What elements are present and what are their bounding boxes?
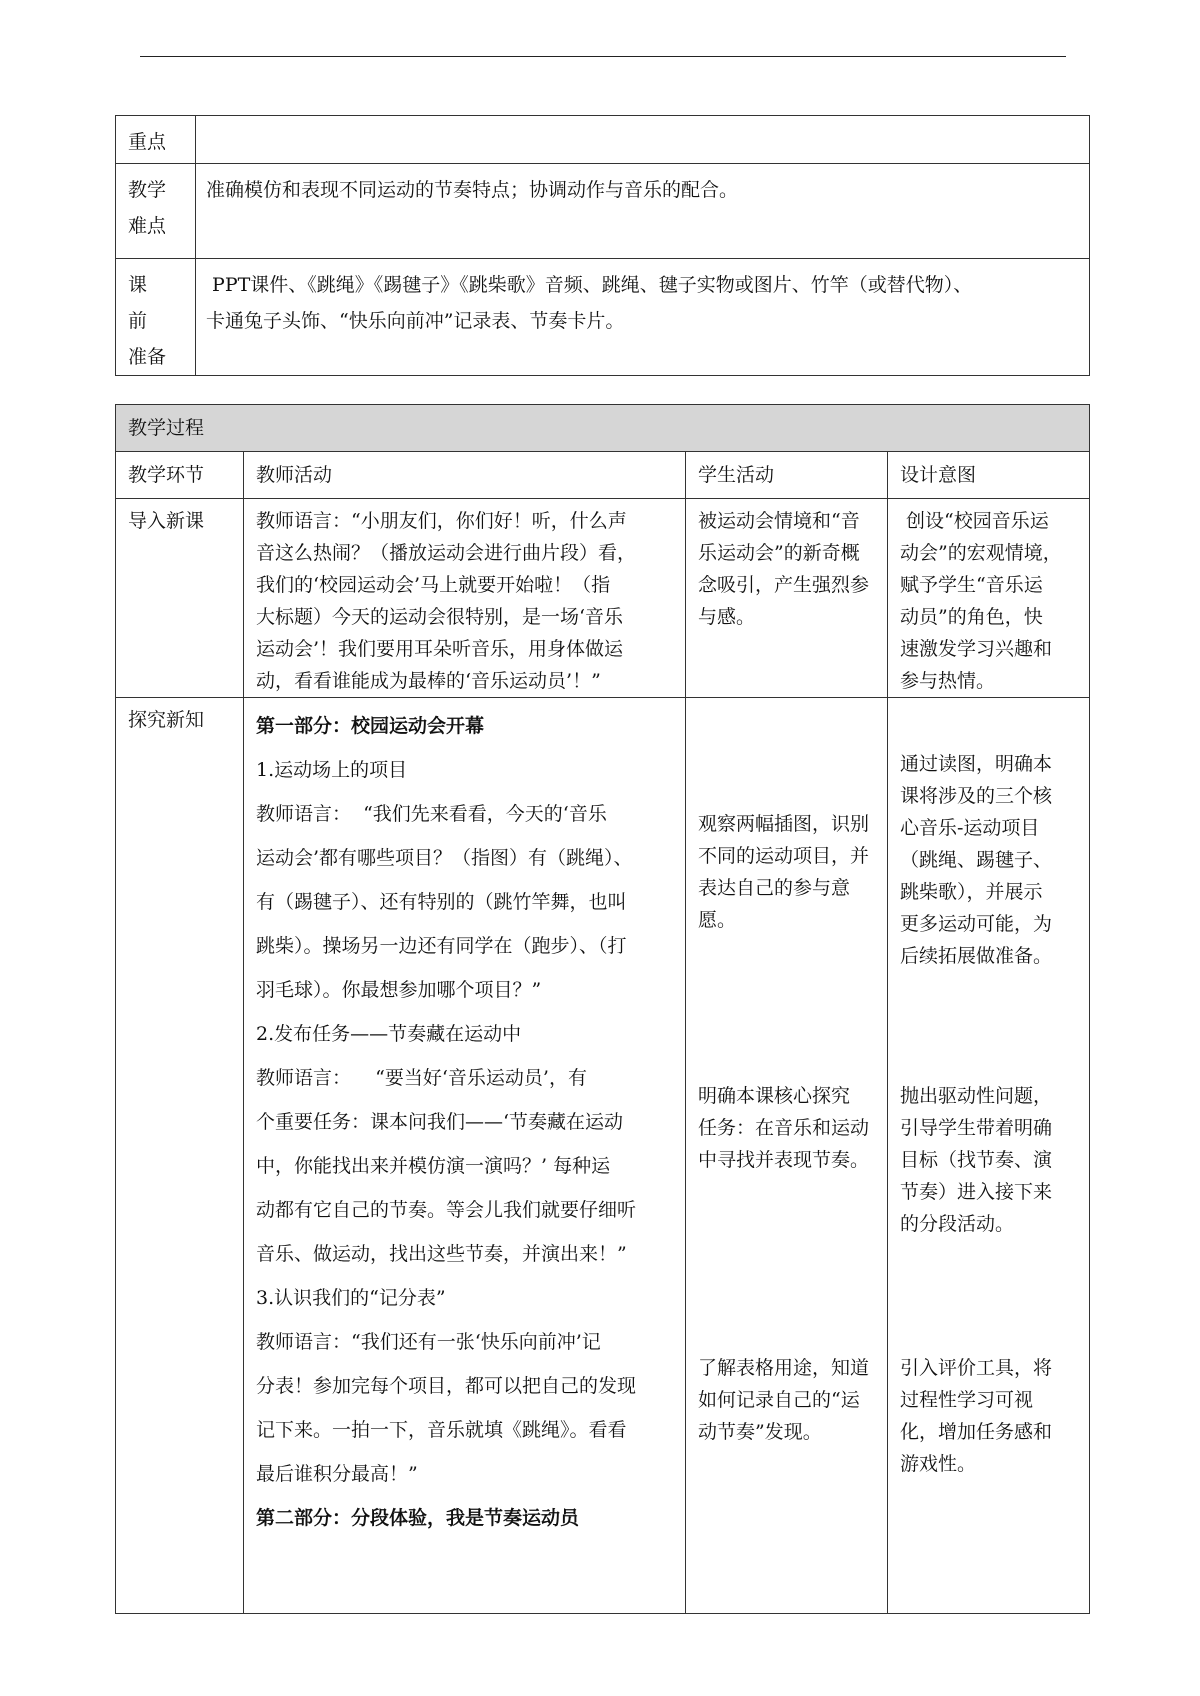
difficulty-label-line: 教学 <box>128 179 167 201</box>
item-heading: 1.运动场上的项目 <box>256 759 408 781</box>
text-line: 引导学生带着明确 <box>900 1117 1053 1139</box>
text-line: （跳绳、踢毽子、 <box>900 849 1053 871</box>
prep-row <box>116 259 1090 376</box>
text-line: 愿。 <box>698 909 737 931</box>
header-stage: 教学环节 <box>116 452 244 499</box>
prep-label-line: 准备 <box>128 346 167 368</box>
text-line: 目标（找节奏、演 <box>900 1149 1053 1171</box>
explore-stage: 探究新知 <box>116 698 244 1614</box>
text-line: 游戏性。 <box>900 1453 977 1475</box>
difficulty-content: 准确模仿和表现不同运动的节奏特点；协调动作与音乐的配合。 <box>196 164 1090 259</box>
text-line: 不同的运动项目，并 <box>698 845 870 867</box>
text-line: 大标题）今天的运动会很特别，是一场‘音乐 <box>256 606 624 628</box>
text-line: 动都有它自己的节奏。等会儿我们就要仔细听 <box>256 1199 637 1221</box>
focus-row <box>116 116 1090 164</box>
intro-row <box>116 499 1090 698</box>
lesson-info-table <box>115 115 1090 376</box>
text-line: 运动会’都有哪些项目？（指图）有（跳绳）、 <box>256 847 633 869</box>
text-line: 念吸引，产生强烈参 <box>698 574 870 596</box>
intro-teacher-activity <box>244 499 686 698</box>
text-line: 化，增加任务感和 <box>900 1421 1053 1443</box>
text-line: 运动会’！我们要用耳朵听音乐，用身体做运 <box>256 638 624 660</box>
text-line: 过程性学习可视 <box>900 1389 1034 1411</box>
text-line: 动，看看谁能成为最棒的‘音乐运动员’！” <box>256 670 601 692</box>
explore-teacher-activity <box>244 698 686 1614</box>
intro-design-intent <box>888 499 1090 698</box>
text-line: 记下来。一拍一下，音乐就填《跳绳》。看看 <box>256 1419 627 1441</box>
explore-design-intent <box>888 698 1090 1614</box>
text-line: 音这么热闹？（播放运动会进行曲片段）看， <box>256 542 637 564</box>
text-line: 后续拓展做准备。 <box>900 945 1053 967</box>
section-header-row <box>116 405 1090 452</box>
text-line: 跳柴歌），并展示 <box>900 881 1043 903</box>
text-line: 我们的‘校园运动会’马上就要开始啦！（指 <box>256 574 611 596</box>
text-line: 如何记录自己的“运 <box>698 1389 860 1411</box>
intro-stage: 导入新课 <box>116 499 244 698</box>
student-block-2 <box>698 1080 869 1176</box>
text-line: 最后谁积分最高！” <box>256 1463 418 1485</box>
text-line: 教师语言：“小朋友们，你们好！听，什么声 <box>256 510 627 532</box>
text-line: 教师语言： “要当好‘音乐运动员’，有 <box>256 1067 587 1089</box>
text-line: 教师语言： “我们先来看看，今天的‘音乐 <box>256 803 607 825</box>
item-heading: 3.认识我们的“记分表” <box>256 1287 446 1309</box>
part-heading: 第二部分：分段体验，我是节奏运动员 <box>256 1507 580 1529</box>
text-line: 中寻找并表现节奏。 <box>698 1149 870 1171</box>
text-line: 观察两幅插图，识别 <box>698 813 870 835</box>
text-line: 明确本课核心探究 <box>698 1085 851 1107</box>
teaching-process-table <box>115 404 1090 1614</box>
text-line: 表达自己的参与意 <box>698 877 851 899</box>
prep-line: 卡通兔子头饰、“快乐向前冲”记录表、节奏卡片。 <box>206 310 625 332</box>
text-line: 被运动会情境和“音 <box>698 510 860 532</box>
text-line: 心音乐-运动项目 <box>900 817 1040 839</box>
text-line: 的分段活动。 <box>900 1213 1015 1235</box>
text-line: 个重要任务：课本问我们——‘节奏藏在运动 <box>256 1111 624 1133</box>
text-line: 分表！参加完每个项目，都可以把自己的发现 <box>256 1375 637 1397</box>
text-line: 创设“校园音乐运 <box>900 510 1049 532</box>
header-intent: 设计意图 <box>888 452 1090 499</box>
text-line: 了解表格用途，知道 <box>698 1357 870 1379</box>
text-line: 乐运动会”的新奇概 <box>698 542 860 564</box>
intent-block-3 <box>900 1352 1052 1480</box>
part-heading: 第一部分：校园运动会开幕 <box>256 715 485 737</box>
text-line: 与感。 <box>698 606 756 628</box>
prep-line: PPT课件、《跳绳》《踢毽子》《跳柴歌》音频、跳绳、毽子实物或图片、竹竿（或替代物）、 <box>206 274 973 296</box>
header-teacher: 教师活动 <box>244 452 686 499</box>
item-heading: 2.发布任务——节奏藏在运动中 <box>256 1023 522 1045</box>
text-line: 中，你能找出来并模仿演一演吗？’ 每种运 <box>256 1155 611 1177</box>
explore-student-activity <box>686 698 888 1614</box>
text-line: 任务：在音乐和运动 <box>698 1117 870 1139</box>
text-line: 教师语言：“我们还有一张‘快乐向前冲’记 <box>256 1331 601 1353</box>
student-block-3 <box>698 1352 869 1448</box>
intro-student-activity <box>686 499 888 698</box>
explore-row <box>116 698 1090 1614</box>
difficulty-row <box>116 164 1090 259</box>
text-line: 更多运动可能，为 <box>900 913 1053 935</box>
focus-label: 重点 <box>116 116 196 164</box>
section-title: 教学过程 <box>116 405 1090 452</box>
text-line: 课将涉及的三个核 <box>900 785 1053 807</box>
text-line: 音乐、做运动，找出这些节奏，并演出来！” <box>256 1243 627 1265</box>
intent-block-1 <box>900 748 1052 972</box>
text-line: 赋予学生“音乐运 <box>900 574 1043 596</box>
header-student: 学生活动 <box>686 452 888 499</box>
text-line: 有（踢毽子）、还有特别的（跳竹竿舞，也叫 <box>256 891 627 913</box>
prep-label <box>116 259 196 376</box>
difficulty-label <box>116 164 196 259</box>
text-line: 速激发学习兴趣和 <box>900 638 1053 660</box>
prep-content <box>196 259 1090 376</box>
text-line: 节奏）进入接下来 <box>900 1181 1053 1203</box>
difficulty-label-line: 难点 <box>128 215 167 237</box>
text-line: 抛出驱动性问题， <box>900 1085 1053 1107</box>
header-rule <box>140 56 1066 57</box>
focus-content <box>196 116 1090 164</box>
text-line: 通过读图，明确本 <box>900 753 1053 775</box>
student-block-1 <box>698 808 869 936</box>
text-line: 跳柴）。操场另一边还有同学在（跑步）、（打 <box>256 935 627 957</box>
text-line: 引入评价工具，将 <box>900 1357 1053 1379</box>
column-header-row <box>116 452 1090 499</box>
text-line: 参与热情。 <box>900 670 996 692</box>
prep-label-line: 课 前 <box>128 274 148 332</box>
text-line: 动节奏”发现。 <box>698 1421 822 1443</box>
text-line: 动会”的宏观情境， <box>900 542 1062 564</box>
text-line: 羽毛球）。你最想参加哪个项目？” <box>256 979 542 1001</box>
text-line: 动员”的角色，快 <box>900 606 1043 628</box>
intent-block-2 <box>900 1080 1052 1240</box>
